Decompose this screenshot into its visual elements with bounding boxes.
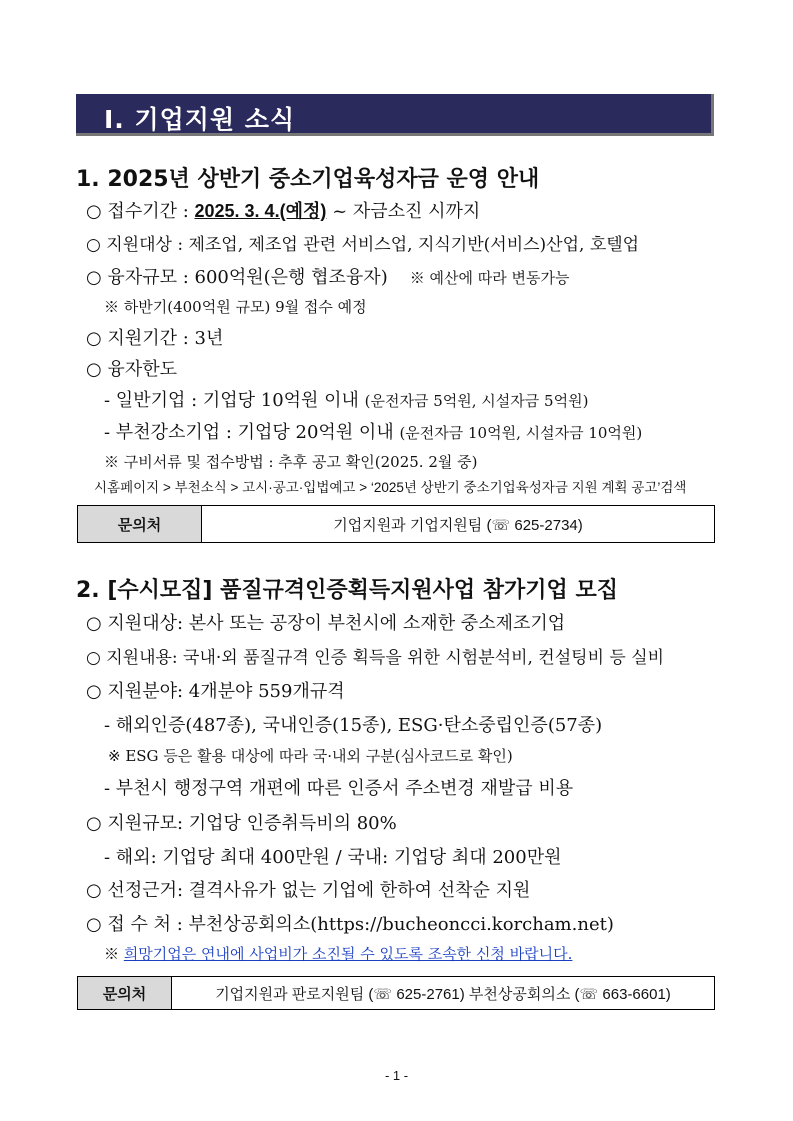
- general-limit-main: - 일반기업 : 기업당 10억원 이내: [104, 390, 359, 411]
- intake-prefix: ○ 접수기간 :: [86, 201, 195, 222]
- strong-limit-main: - 부천강소기업 : 기업당 20억원 이내: [104, 422, 394, 443]
- hope-note: [104, 943, 572, 964]
- intake-date: 2025. 3. 4.(예정): [194, 201, 327, 221]
- loan-limit: ○ 융자한도: [86, 359, 177, 380]
- contact-value: 기업지원과 기업지원팀 (☏ 625-2734): [333, 516, 583, 534]
- intake-suffix: ~ 자금소진 시까지: [326, 201, 481, 222]
- strong-limit-detail: (운전자금 10억원, 시설자금 10억원): [399, 424, 643, 442]
- second-half-note: ※ 하반기(400억원 규모) 9월 접수 예정: [104, 298, 367, 316]
- documents-note: ※ 구비서류 및 접수방법 : 추후 공고 확인(2025. 2월 중): [104, 453, 478, 471]
- s2-reception: ○ 접 수 처 : 부천상공회의소(https://bucheoncci.korcham.net): [86, 914, 614, 935]
- loan-scale: [86, 263, 569, 289]
- loan-scale-note: ※ 예산에 따라 변동가능: [409, 269, 570, 287]
- intake-period: [86, 197, 480, 223]
- contact-value: 기업지원과 판로지원팀 (☏ 625-2761) 부천상공회의소 (☏ 663-6601): [215, 985, 671, 1003]
- loan-scale-main: ○ 융자규모 : 600억원(은행 협조융자): [86, 267, 388, 288]
- esg-note: ※ ESG 등은 활용 대상에 따라 국·내외 구분(심사코드로 확인): [108, 747, 513, 765]
- section2-heading: 2. [수시모집] 품질규격인증획득지원사업 참가기업 모집: [76, 578, 618, 603]
- contact-box-2: [77, 976, 715, 1010]
- website-path: 시홈페이지 > 부천소식 > 고시·공고·입법예고 > ‘2025년 상반기 중소기업육성자금 지원 계획 공고’검색: [94, 480, 687, 495]
- general-limit-detail: (운전자금 5억원, 시설자금 5억원): [364, 392, 589, 410]
- s2-target: ○ 지원대상: 본사 또는 공장이 부천시에 소재한 중소제조기업: [86, 613, 566, 634]
- s2-field-detail: - 해외인증(487종), 국내인증(15종), ESG·탄소중립인증(57종): [104, 715, 603, 736]
- contact-label: 문의처: [78, 506, 202, 542]
- s2-selection: ○ 선정근거: 결격사유가 없는 기업에 한하여 선착순 지원: [86, 880, 531, 901]
- hope-mark: ※: [104, 945, 124, 963]
- hope-text: 희망기업은 연내에 사업비가 소진될 수 있도록 조속한 신청 바랍니다.: [123, 945, 573, 963]
- contact-label: 문의처: [78, 977, 172, 1009]
- general-company-limit: [104, 386, 588, 412]
- section-title: Ⅰ. 기업지원 소식: [104, 105, 296, 134]
- s2-scale: ○ 지원규모: 기업당 인증취득비의 80%: [86, 813, 397, 834]
- contact-box-1: [77, 505, 715, 543]
- section-banner: [76, 94, 714, 136]
- s2-content: ○ 지원내용: 국내·외 품질규격 인증 획득을 위한 시험분석비, 컨설팅비 등 실비: [86, 648, 665, 668]
- strong-company-limit: [104, 418, 642, 444]
- s2-scale-detail: - 해외: 기업당 최대 400만원 / 국내: 기업당 최대 200만원: [104, 847, 562, 868]
- page-number: - 1 -: [384, 1068, 409, 1083]
- s2-field: ○ 지원분야: 4개분야 559개규격: [86, 681, 345, 702]
- address-change-cost: - 부천시 행정구역 개편에 따른 인증서 주소변경 재발급 비용: [104, 778, 574, 799]
- support-target: ○ 지원대상 : 제조업, 제조업 관련 서비스업, 지식기반(서비스)산업, 호텔업: [86, 235, 640, 255]
- support-period: ○ 지원기간 : 3년: [86, 328, 224, 349]
- section1-heading: 1. 2025년 상반기 중소기업육성자금 운영 안내: [76, 167, 540, 192]
